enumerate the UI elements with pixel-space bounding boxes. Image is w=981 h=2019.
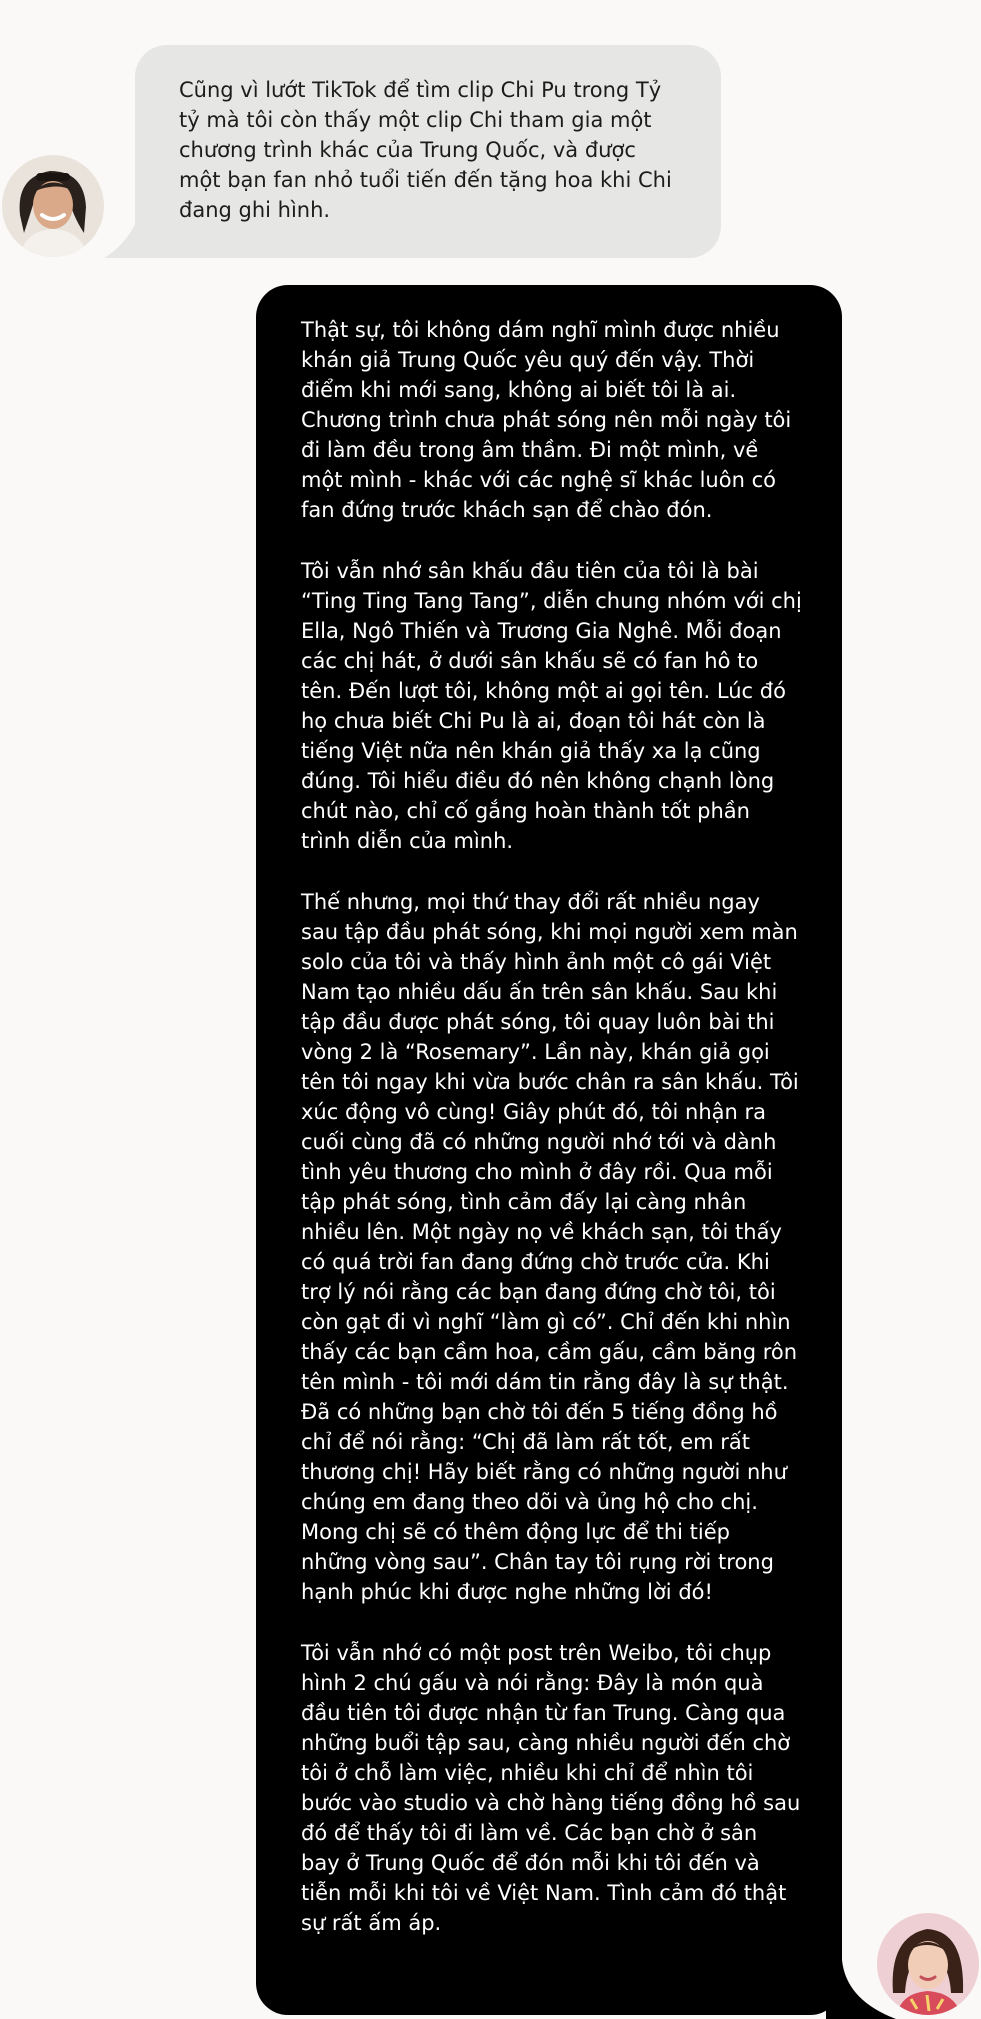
interviewee-photo-icon (877, 1913, 979, 2015)
interviewee-paragraph-1: Thật sự, tôi không dám nghĩ mình được nhiều khán giả Trung Quốc yêu quý đến vậy. Thời điểm khi mới sang, không ai biết tôi là ai. Chương trình chưa phát sóng nên mỗi ngày tôi đi làm đều trong âm thầm. Đi một mình, về một mình - khác với các nghệ sĩ khác luôn có fan đứng trước khách sạn để chào đón. (301, 318, 792, 522)
interviewee-avatar (877, 1913, 979, 2015)
interviewer-message-text: Cũng vì lướt TikTok để tìm clip Chi Pu trong Tỷ tỷ mà tôi còn thấy một clip Chi tham gia một chương trình khác của Trung Quốc, và được một bạn fan nhỏ tuổi tiến đến tặng hoa khi Chi đang ghi hình. (179, 78, 672, 222)
interviewee-message-bubble (256, 285, 842, 2015)
interviewee-paragraph-4: Tôi vẫn nhớ có một post trên Weibo, tôi chụp hình 2 chú gấu và nói rằng: Đây là món quà đầu tiên tôi được nhận từ fan Trung. Càng qua những buổi tập sau, càng nhiều người đến chờ tôi ở chỗ làm việc, nhiều khi chỉ để nhìn tôi bước vào studio và chờ hàng tiếng đồng hồ sau đó để thấy tôi đi làm về. Các bạn chờ ở sân bay ở Trung Quốc để đón mỗi khi tôi đến và tiễn mỗi khi tôi về Việt Nam. Tình cảm đó thật sự rất ấm áp. (301, 1641, 801, 1935)
interviewee-paragraph-2: Tôi vẫn nhớ sân khấu đầu tiên của tôi là bài “Ting Ting Tang Tang”, diễn chung nhóm với chị Ella, Ngô Thiến và Trương Gia Nghê. Mỗi đoạn các chị hát, ở dưới sân khấu sẽ có fan hô to tên. Đến lượt tôi, không một ai gọi tên. Lúc đó họ chưa biết Chi Pu là ai, đoạn tôi hát còn là tiếng Việt nữa nên khán giả thấy xa lạ cũng đúng. Tôi hiểu điều đó nên không chạnh lòng chút nào, chỉ cố gắng hoàn thành tốt phần trình diễn của mình. (301, 559, 802, 853)
interviewer-message-bubble (135, 45, 721, 258)
interviewee-paragraph-3: Thế nhưng, mọi thứ thay đổi rất nhiều ngay sau tập đầu phát sóng, khi mọi người xem màn solo của tôi và thấy hình ảnh một cô gái Việt Nam tạo nhiều dấu ấn trên sân khấu. Sau khi tập đầu được phát sóng, tôi quay luôn bài thi vòng 2 là “Rosemary”. Lần này, khán giả gọi tên tôi ngay khi vừa bước chân ra sân khấu. Tôi xúc động vô cùng! Giây phút đó, tôi nhận ra cuối cùng đã có những người nhớ tới và dành tình yêu thương cho mình ở đây rồi. Qua mỗi tập phát sóng, tình cảm đấy lại càng nhân nhiều lên. Một ngày nọ về khách sạn, tôi thấy có quá trời fan đang đứng chờ trước cửa. Khi trợ lý nói rằng các bạn đang đứng chờ tôi, tôi còn gạt đi vì nghĩ “làm gì có”. Chỉ đến khi nhìn thấy các bạn cầm hoa, cầm gấu, cầm băng rôn tên mình - tôi mới dám tin rằng đây là sự thật. Đã có những bạn chờ tôi đến 5 tiếng đồng hồ chỉ để nói rằng: “Chị đã làm rất tốt, em rất thương chị! Hãy biết rằng có những người như chúng em đang theo dõi và ủng hộ cho chị. Mong chị sẽ có thêm động lực để thi tiếp những vòng sau”. Chân tay tôi rụng rời trong hạnh phúc khi được nghe những lời đó! (301, 890, 799, 1604)
interviewer-avatar (2, 155, 104, 257)
interviewer-photo-icon (2, 155, 104, 257)
